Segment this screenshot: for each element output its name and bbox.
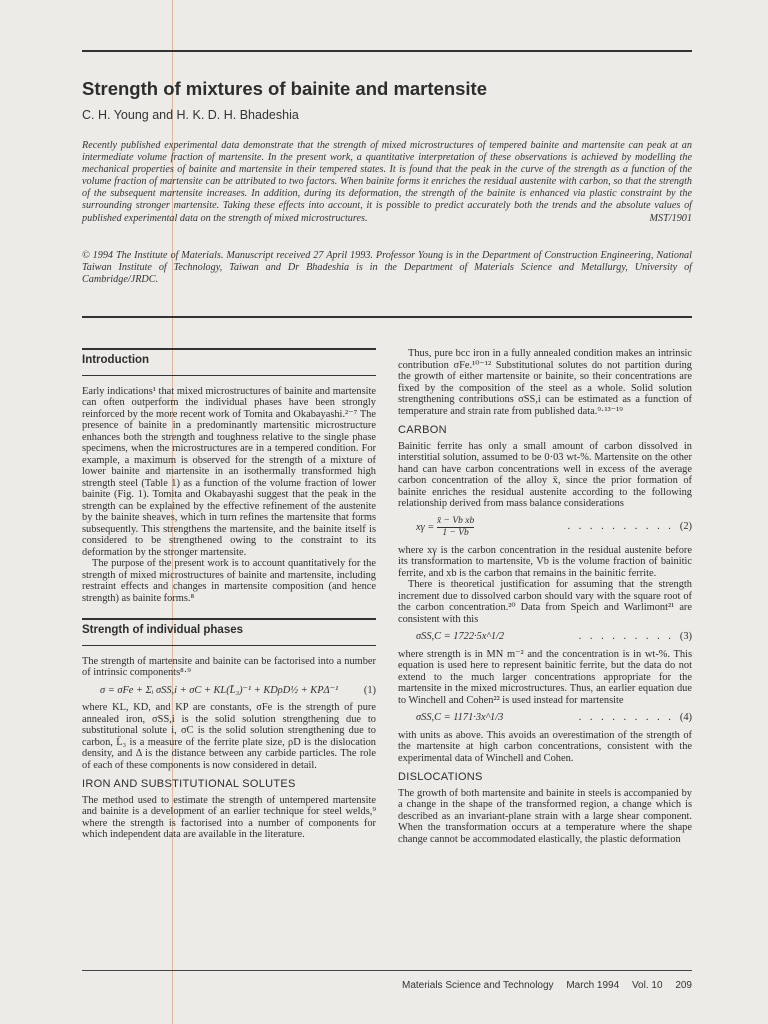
footer-page-number: 209 [675,980,692,991]
section-heading-introduction: Introduction [82,348,376,376]
paragraph: Early indications¹ that mixed microstructures of bainite and martensite can often outperform the individual phases have been strongly reinforced by the more recent work of Tomita and Okabayashi.²⁻⁷ The presence of bainite in a predominantly martensitic microstructure enhances both the strength and toughness relative to the single phase specimens, when the microstructures are in a tempered condition. For example, a maximum is observed for the strength of a mixture of lower bainite and martensite in an isothermally transformed high strength steel (Table 1) as a function of the volume fraction of lower bainite (Fig. 1). Tomita and Okabayashi suggest that the peak in the strength can be explained by the effective refinement of the austenite by the bainite sheaves, which in turn refines the martensite that forms subsequently. This strengthens the martensite, and the bainite itself is considered to be strengthened owing to the constraint to its deformation by the stronger martensite. [82,385,376,558]
article-title: Strength of mixtures of bainite and martensite [82,78,488,99]
paragraph: Thus, pure bcc iron in a fully annealed condition makes an intrinsic contribution σFe.¹⁰⁻¹² Substitutional solutes do not partition during the growth of either martensite or bainite, so their concentrations are fixed by the composition of the steel as a whole. Solid solution strengthening contributions σSS,i can be estimated as a function of temperature and strain rate from published data.⁹·¹³⁻¹⁹ [398,348,692,417]
equation-number: (3) [679,631,692,642]
paragraph: Bainitic ferrite has only a small amount of carbon dissolved in interstitial solution, assumed to be 0·03 wt-%. Martensite on the other hand can have carbon concentrations well in excess of the average carbon concentration of the alloy x̄, since the prior formation of bainite enriches the residual austenite according to the following relationship derived from mass balance considerations [398,440,692,509]
left-column [82,342,376,841]
equation-expression [398,516,474,539]
paragraph: The method used to estimate the strength of untempered martensite and bainite is a development of an earlier technique for steel welds,⁹ where the strength is factorised into a number of components for which independent data are available in the literature. [82,794,376,840]
equation-1 [82,685,376,697]
paragraph: The strength of martensite and bainite can be factorised into a number of intrinsic components⁸·⁹ [82,655,376,678]
equation-lhs: xγ = [416,521,435,533]
footer-journal: Materials Science and Technology [401,980,554,991]
header-bottom-rule [82,316,692,318]
right-column [398,348,692,845]
section-heading-strength: Strength of individual phases [82,618,376,646]
equation-3 [398,631,692,643]
footer-issue: March 1994 [566,980,620,991]
footer-rule [82,970,692,971]
equation-expression: σSS,C = 1722·5x^1/2 [416,631,505,642]
equation-expression: σ = σFe + Σᵢ σSS,i + σC + KL(L̄₃)⁻¹ + KDρD½ + KPΔ⁻¹ [100,684,339,696]
abstract [82,140,692,225]
paragraph: The purpose of the present work is to account quantitatively for the strength of mixed microstructures of bainite and martensite, including restraint effects and changes in martensite composition (and hence strength) as bainite forms.⁸ [82,558,376,604]
equation-fraction [437,516,474,539]
paragraph: The growth of both martensite and bainite in steels is accompanied by a change in the shape of the transformed region, a change which is described as an invariant-plane strain with a large shear component. When the transformation occurs at a temperature where the shape change cannot be accommodated elastically, the plastic deformation [398,787,692,845]
equation-expression: σSS,C = 1171·3x^1/3 [416,712,504,723]
article-authors: C. H. Young and H. K. D. H. Bhadeshia [82,108,299,122]
copyright-notice: © 1994 The Institute of Materials. Manuscript received 27 April 1993. Professor Young is in the Department of Construction Engineering, National Taiwan Institute of Technology, Taiwan and Dr Bhadeshia is in the Department of Materials Science and Metallurgy, University of Cambridge/JRDC. [82,250,692,286]
paragraph: with units as above. This avoids an overestimation of the strength of the martensite at high carbon concentrations, consistent with the experimental data of Winchell and Cohen. [398,729,692,764]
equation-number: (4) [679,712,692,723]
fraction-denominator: 1 − Vb [442,527,469,538]
equation-4 [398,712,692,724]
paragraph: There is theoretical justification for assuming that the strength increment due to dissolved carbon should vary with the square root of the carbon concentration.²⁰ Data from Speich and Warlimont²¹ are consistent with this [398,579,692,625]
paragraph: where strength is in MN m⁻² and the concentration is in wt-%. This equation is used here to represent bainitic ferrite, but the data do not extend to the much larger concentrations appropriate for the martensite in the mixed microstructures. Thus, an earlier equation due to Winchell and Cohen²² is used instead for martensite [398,648,692,706]
fraction-numerator: x̄ − Vb xb [436,515,475,526]
subsection-heading-iron: IRON AND SUBSTITUTIONAL SOLUTES [82,778,296,790]
abstract-code: MST/1901 [649,212,692,224]
footer-volume: Vol. 10 [631,980,663,991]
subsection-heading-dislocations: DISLOCATIONS [398,771,483,783]
equation-number: (1) [363,684,376,696]
paragraph: where xγ is the carbon concentration in the residual austenite before its transformation to martensite, Vb is the volume fraction of bainitic ferrite, and xb is the carbon that remains in the bainitic ferrite. [398,544,692,579]
equation-number: (2) [679,521,692,533]
equation-2 [398,516,692,539]
equation-leader-dots: . . . . . . . . . . [567,521,674,533]
subsection-heading-carbon: CARBON [398,424,447,436]
top-rule [82,50,692,52]
page-footer [392,980,692,991]
equation-leader-dots: . . . . . . . . . [578,712,674,723]
paragraph: where KL, KD, and KP are constants, σFe is the strength of pure annealed iron, σSS,i is the solid solution strengthening due to substitutional solute i, σC is the solid solution strengthening due to carbon, L̄₃ is a measure of the ferrite plate size, ρD is the dislocation density, and Δ is the distance between any carbide particles. The role of each of these components is now considered in detail. [82,702,376,771]
equation-leader-dots: . . . . . . . . . [578,631,674,642]
abstract-text: Recently published experimental data demonstrate that the strength of mixed microstructures of tempered bainite and martensite can peak at an intermediate volume fraction of martensite. In the present work, a quantitative interpretation of these observations is achieved by modelling the mechanical properties of bainite and martensite in their tempered states. It is found that the peak in the curve of the strength as a function of the volume fraction of martensite can be attributed to two factors. When bainite forms it enriches the residual austenite with carbon, so that the strength of the subsequent martensite increases. In addition, during its deformation, the strength of the bainite is enhanced via plastic constraint by the surrounding stronger martensite. Taking these effects into account, it is possible to predict accurately both the trends and the absolute values of published experimental data on the strength of mixed microstructures. [82,140,692,224]
